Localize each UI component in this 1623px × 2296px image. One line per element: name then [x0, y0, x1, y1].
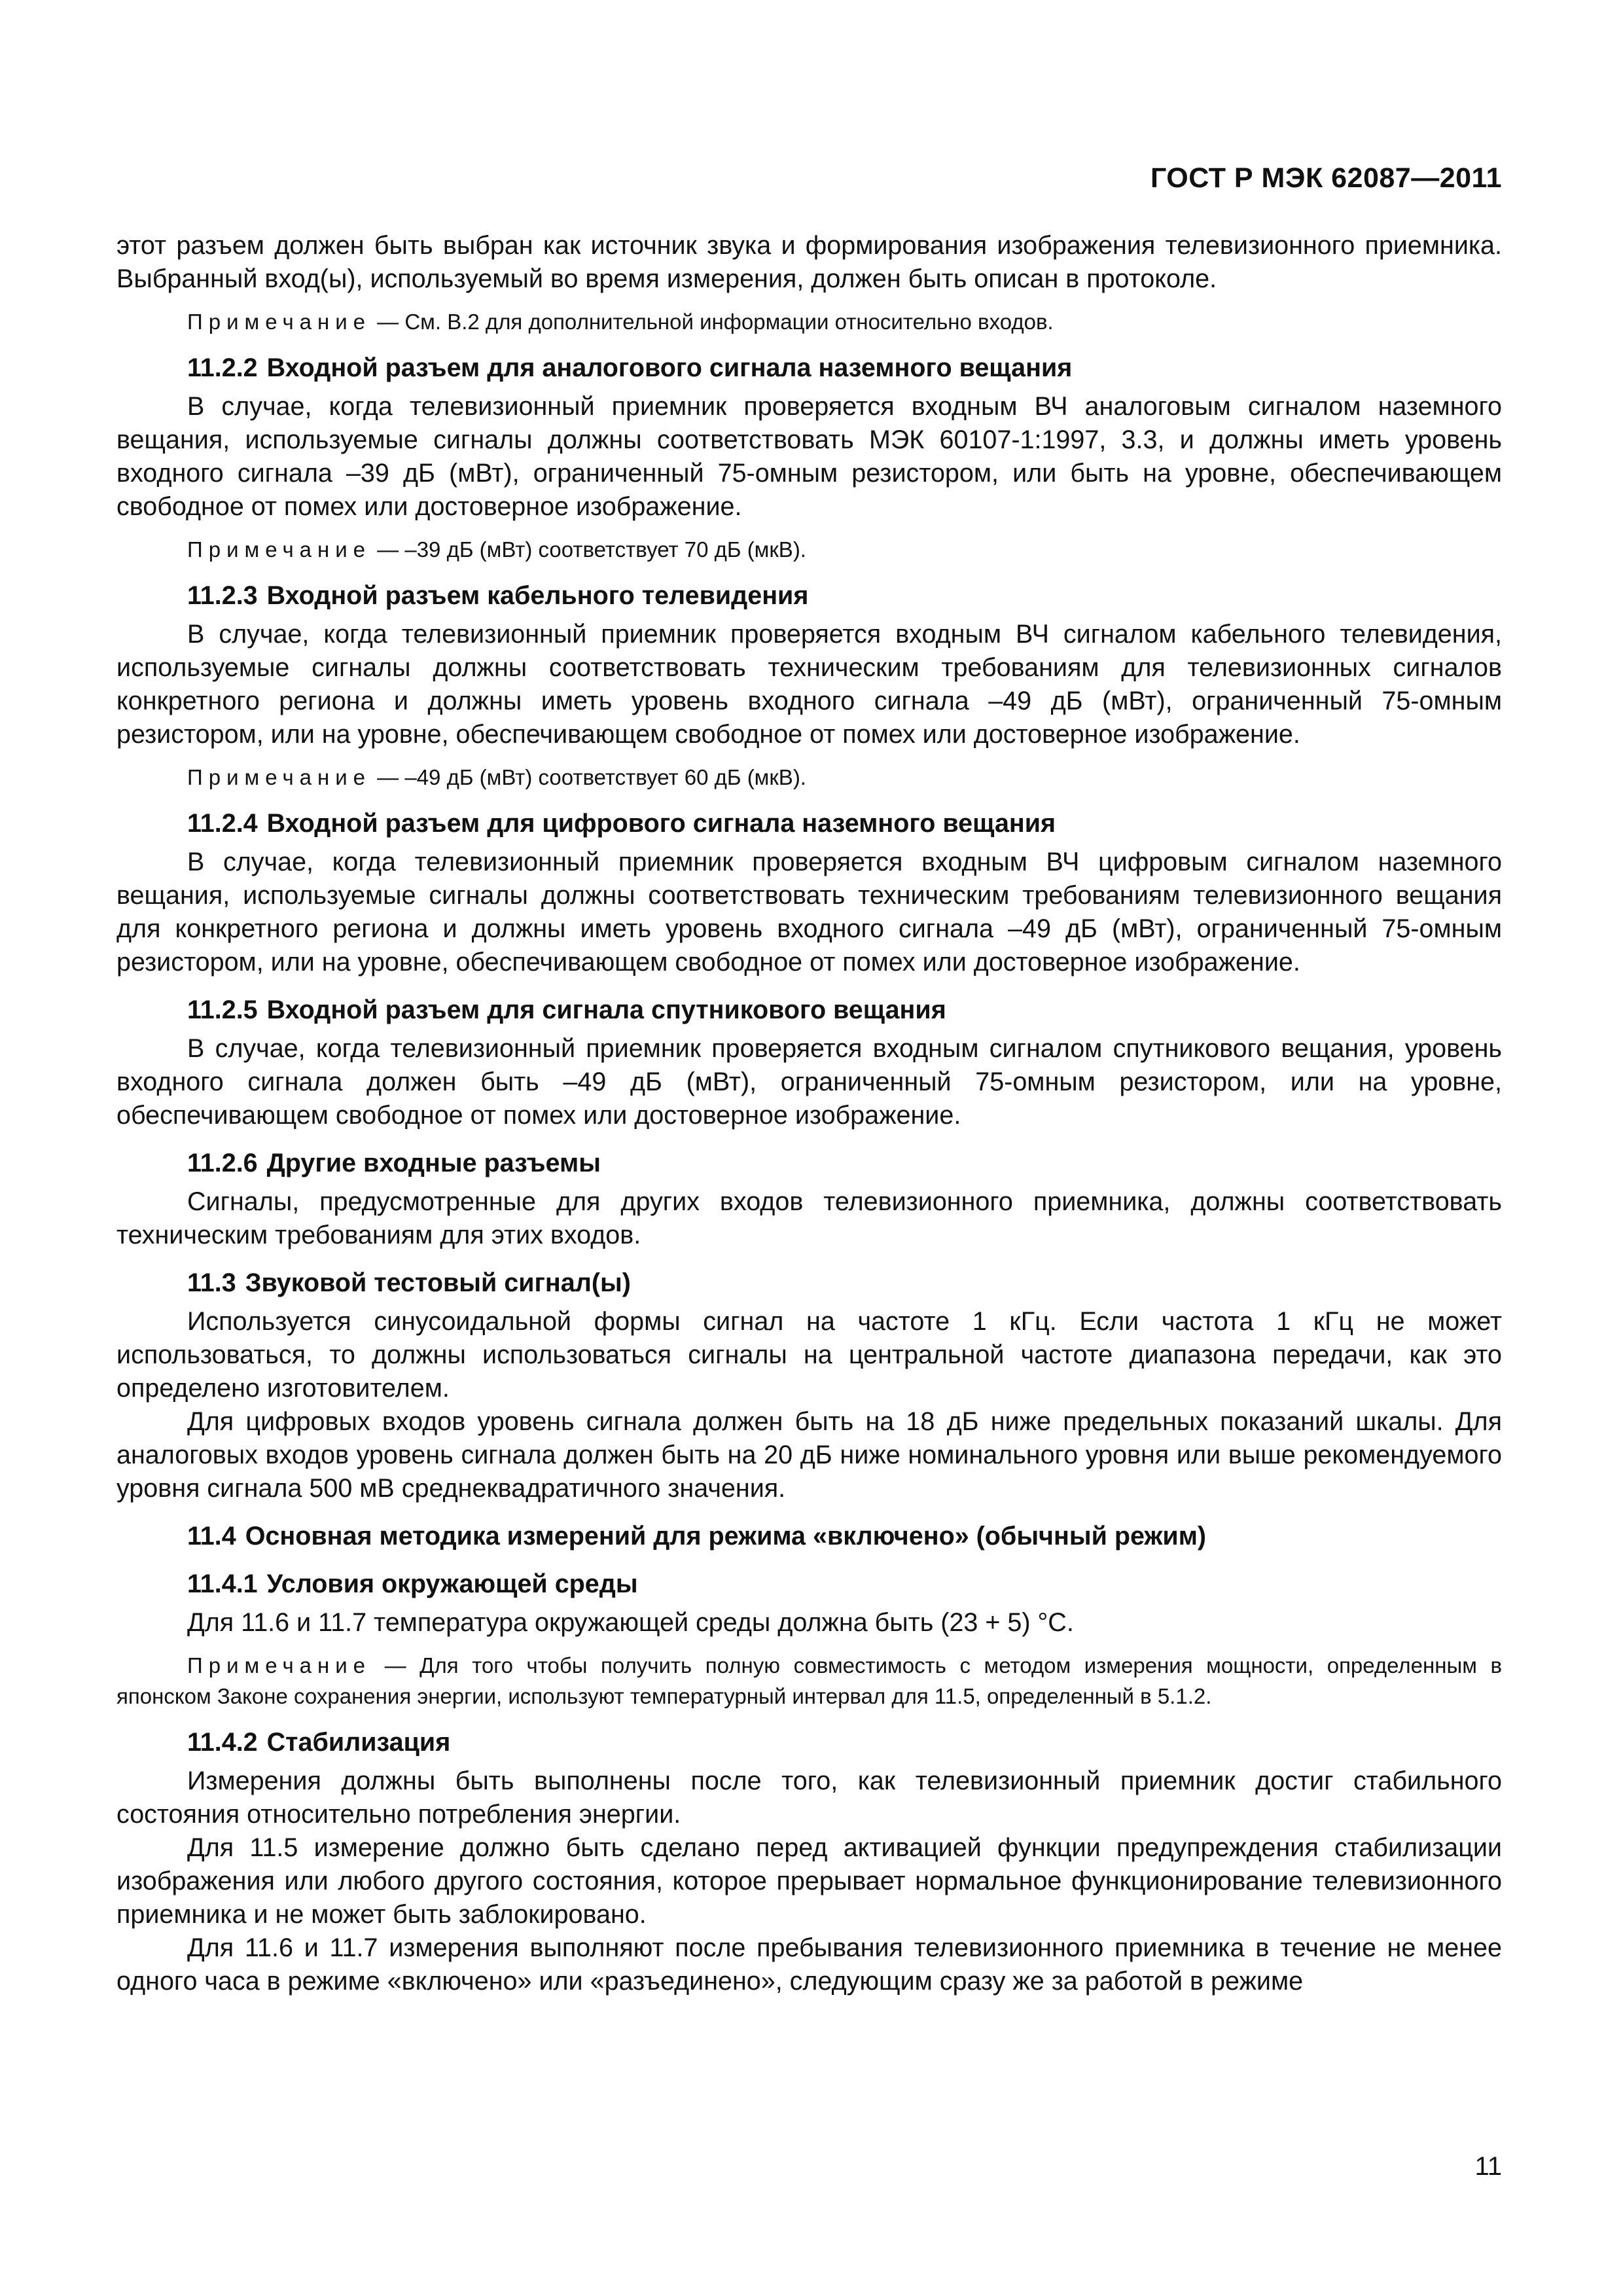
note-label: Примечание: [187, 537, 372, 562]
section-heading: [116, 1147, 1502, 1180]
paragraph: этот разъем должен быть выбран как источник звука и формирования изображения телевизионного приемника. Выбранный вход(ы), используемый во время измерения, должен быть описан в протоколе.: [116, 231, 1502, 293]
document-code: ГОСТ Р МЭК 62087—2011: [1150, 162, 1502, 194]
paragraph: В случае, когда телевизионный приемник проверяется входным ВЧ цифровым сигналом наземного вещания, используемые сигналы должны соответствовать техническим требованиям телевизионного вещания для конкретного региона и должны иметь уровень входного сигнала –49 дБ (мВт), ограниченный 75-омным резистором, или на уровне, обеспечивающем свободное от помех или достоверное изображение.: [116, 848, 1502, 977]
note-label: Примечание: [187, 1653, 372, 1677]
section-title: Стабилизация: [266, 1728, 451, 1757]
section-number: 11.2.4: [187, 809, 258, 838]
section-number: 11.2.3: [187, 581, 258, 610]
page-number: 11: [1474, 2152, 1502, 2181]
paragraph: Измерения должны быть выполнены после того, как телевизионный приемник достиг стабильного состояния относительно потребления энергии.: [116, 1767, 1502, 1829]
paragraph: В случае, когда телевизионный приемник проверяется входным ВЧ сигналом кабельного телевидения, используемые сигналы должны соответствовать техническим требованиям для телевизионных сигналов конкретного региона и должны иметь уровень входного сигнала –49 дБ (мВт), ограниченный 75-омным резистором, или на уровне, обеспечивающем свободное от помех или достоверное изображение.: [116, 620, 1502, 749]
paragraph: В случае, когда телевизионный приемник проверяется входным сигналом спутникового вещания, уровень входного сигнала должен быть –49 дБ (мВт), ограниченный 75-омным резистором, или на уровне, обеспечивающем свободное от помех или достоверное изображение.: [116, 1034, 1502, 1130]
section-title: Основная методика измерений для режима «включено» (обычный режим): [245, 1522, 1207, 1551]
section-heading: [116, 807, 1502, 840]
note: [116, 1650, 1502, 1712]
document-body: [116, 229, 1502, 1998]
section-title: Входной разъем кабельного телевидения: [266, 581, 809, 610]
note: [116, 306, 1502, 337]
section-heading: [116, 1520, 1502, 1553]
section-heading: [116, 1568, 1502, 1601]
paragraph: Сигналы, предусмотренные для других входов телевизионного приемника, должны соответствовать техническим требованиям для этих входов.: [116, 1187, 1502, 1249]
note: [116, 534, 1502, 565]
section-heading: [116, 1726, 1502, 1759]
note-text: — См. В.2 для дополнительной информации относительно входов.: [371, 310, 1054, 334]
section-heading: [116, 994, 1502, 1027]
note: [116, 762, 1502, 793]
paragraph: Для 11.5 измерение должно быть сделано перед активацией функции предупреждения стабилизации изображения или любого другого состояния, которое прерывает нормальное функционирование телевизионного приемника и не может быть заблокировано.: [116, 1833, 1502, 1929]
section-number: 11.2.2: [187, 353, 258, 382]
section-number: 11.3: [187, 1268, 236, 1297]
section-title: Условия окружающей среды: [266, 1570, 638, 1598]
note-text: — –39 дБ (мВт) соответствует 70 дБ (мкВ).: [371, 537, 806, 562]
paragraph: В случае, когда телевизионный приемник проверяется входным ВЧ аналоговым сигналом наземного вещания, используемые сигналы должны соответствовать МЭК 60107-1:1997, 3.3, и должны иметь уровень входного сигнала –39 дБ (мВт), ограниченный 75-омным резистором, или быть на уровне, обеспечивающем свободное от помех или достоверное изображение.: [116, 392, 1502, 521]
section-number: 11.4.2: [187, 1728, 258, 1757]
section-title: Другие входные разъемы: [266, 1149, 601, 1177]
section-title: Входной разъем для аналогового сигнала наземного вещания: [266, 353, 1073, 382]
note-label: Примечание: [187, 765, 372, 789]
section-title: Входной разъем для цифрового сигнала наземного вещания: [266, 809, 1056, 838]
section-number: 11.2.6: [187, 1149, 258, 1177]
section-number: 11.2.5: [187, 996, 258, 1024]
note-text: — –49 дБ (мВт) соответствует 60 дБ (мкВ).: [371, 765, 806, 789]
paragraph: Для 11.6 и 11.7 измерения выполняют после пребывания телевизионного приемника в течение не менее одного часа в режиме «включено» или «разъединено», следующим сразу же за работой в режиме: [116, 1933, 1502, 1996]
note-text: — Для того чтобы получить полную совместимость с методом измерения мощности, определенным в японском Законе сохранения энергии, используют температурный интервал для 11.5, определенный в 5.1.2.: [116, 1653, 1502, 1708]
note-label: Примечание: [187, 310, 372, 334]
section-number: 11.4.1: [187, 1570, 258, 1598]
section-title: Входной разъем для сигнала спутникового вещания: [266, 996, 946, 1024]
paragraph: Используется синусоидальной формы сигнал на частоте 1 кГц. Если частота 1 кГц не может использоваться, то должны использоваться сигналы на центральной частоте диапазона передачи, как это определено изготовителем.: [116, 1307, 1502, 1403]
paragraph: Для цифровых входов уровень сигнала должен быть на 18 дБ ниже предельных показаний шкалы. Для аналоговых входов уровень сигнала должен быть на 20 дБ ниже номинального уровня или выше рекомендуемого уровня сигнала 500 мВ среднеквадратичного значения.: [116, 1407, 1502, 1503]
section-heading: [116, 351, 1502, 385]
section-number: 11.4: [187, 1522, 236, 1551]
section-title: Звуковой тестовый сигнал(ы): [245, 1268, 631, 1297]
section-heading: [116, 579, 1502, 613]
paragraph: Для 11.6 и 11.7 температура окружающей среды должна быть (23 + 5) °С.: [187, 1608, 1074, 1637]
section-heading: [116, 1266, 1502, 1300]
